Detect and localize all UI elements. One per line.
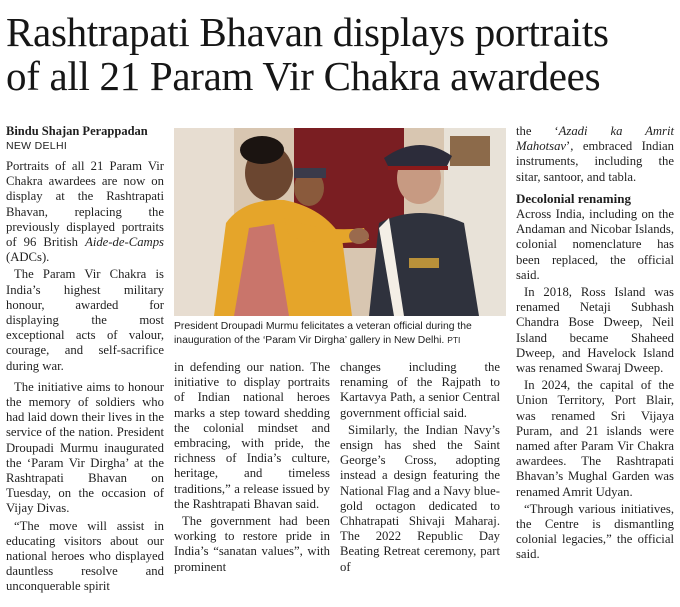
paragraph: The government had been working to restore pride in India’s “sanatan values”, with prominent [174, 514, 330, 574]
headline-line-1: Rashtrapati Bhavan displays portraits [6, 9, 609, 55]
article-body [6, 124, 674, 604]
paragraph: “The move will assist in educating visitors about our national heroes who displayed dauntless resolve and unconquerable spirit [6, 518, 164, 594]
column-4 [516, 124, 674, 563]
byline: Bindu Shajan Perappadan [6, 124, 148, 138]
column-3 [340, 360, 500, 575]
photo-illustration [174, 128, 506, 316]
paragraph: Portraits of all 21 Param Vir Chakra awardees are now on display at the Rashtrapati Bhavan, replacing the previously displayed portraits of 96 British Aide-de-Camps (ADCs). [6, 159, 164, 265]
paragraph: The initiative aims to honour the memory of soldiers who had laid down their lives in the service of the nation. President Droupadi Murmu inaugurated the ‘Param Vir Dirgha’ at the Rashtrapati Bhavan on Tuesday, on the occasion of Vijay Divas. [6, 379, 164, 516]
paragraph: In 2018, Ross Island was renamed Netaji Subhash Chandra Bose Dweep, Neil Island became Shaheed Dweep, and Havelock Island was renamed Swaraj Dweep. [516, 285, 674, 376]
paragraph: Across India, including on the Andaman and Nicobar Islands, colonial nomenclature has been replaced, the official said. [516, 207, 674, 282]
paragraph: “Through various initiatives, the Centre is dismantling colonial legacies,” the official said. [516, 501, 674, 562]
headline [6, 10, 674, 98]
column-2 [174, 360, 330, 575]
paragraph: in defending our nation. The initiative to display portraits of Indian national heroes marks a step toward shedding the colonial mindset and embracing, with pride, the richness of India’s culture, heritage, and timeless traditions,” a release issued by the Rashtrapati Bhavan said. [174, 360, 330, 511]
paragraph: changes including the renaming of the Rajpath to Kartavya Path, a senior Central government official said. [340, 360, 500, 420]
paragraph: The Param Vir Chakra is India’s highest military honour, awarded for displaying the most exceptional acts of valour, courage, and self-sacrifice during war. [6, 267, 164, 373]
column-1 [6, 124, 164, 595]
paragraph: the ‘Azadi ka Amrit Mahotsav’, embraced Indian instruments, including the sitar, santoor, and tabla. [516, 124, 674, 184]
photo-caption: President Droupadi Murmu felicitates a veteran official during the inauguration of the ‘Param Vir Dirgha’ gallery in New Delhi. PTI [174, 321, 472, 346]
headline-line-2: of all 21 Param Vir Chakra awardees [6, 53, 601, 99]
paragraph: Similarly, the Indian Navy’s ensign has shed the Saint George’s Cross, adopting instead a design featuring the National Flag and a Navy blue-gold octagon dedicated to Chhatrapati Shivaji Maharaj. The 2022 Republic Day Beating Retreat ceremony, part of [340, 422, 500, 574]
paragraph: In 2024, the capital of the Union Territory, Port Blair, was renamed Sri Vijaya Puram, and 21 islands were named after Param Vir Chakra awardees. The Rashtrapati Bhavan’s Mughal Garden was renamed Amrit Udyan. [516, 378, 674, 499]
photo-credit: PTI [447, 334, 461, 345]
article-photo [174, 128, 506, 316]
dateline: NEW DELHI [6, 140, 68, 152]
subheading: Decolonial renaming [516, 190, 631, 206]
